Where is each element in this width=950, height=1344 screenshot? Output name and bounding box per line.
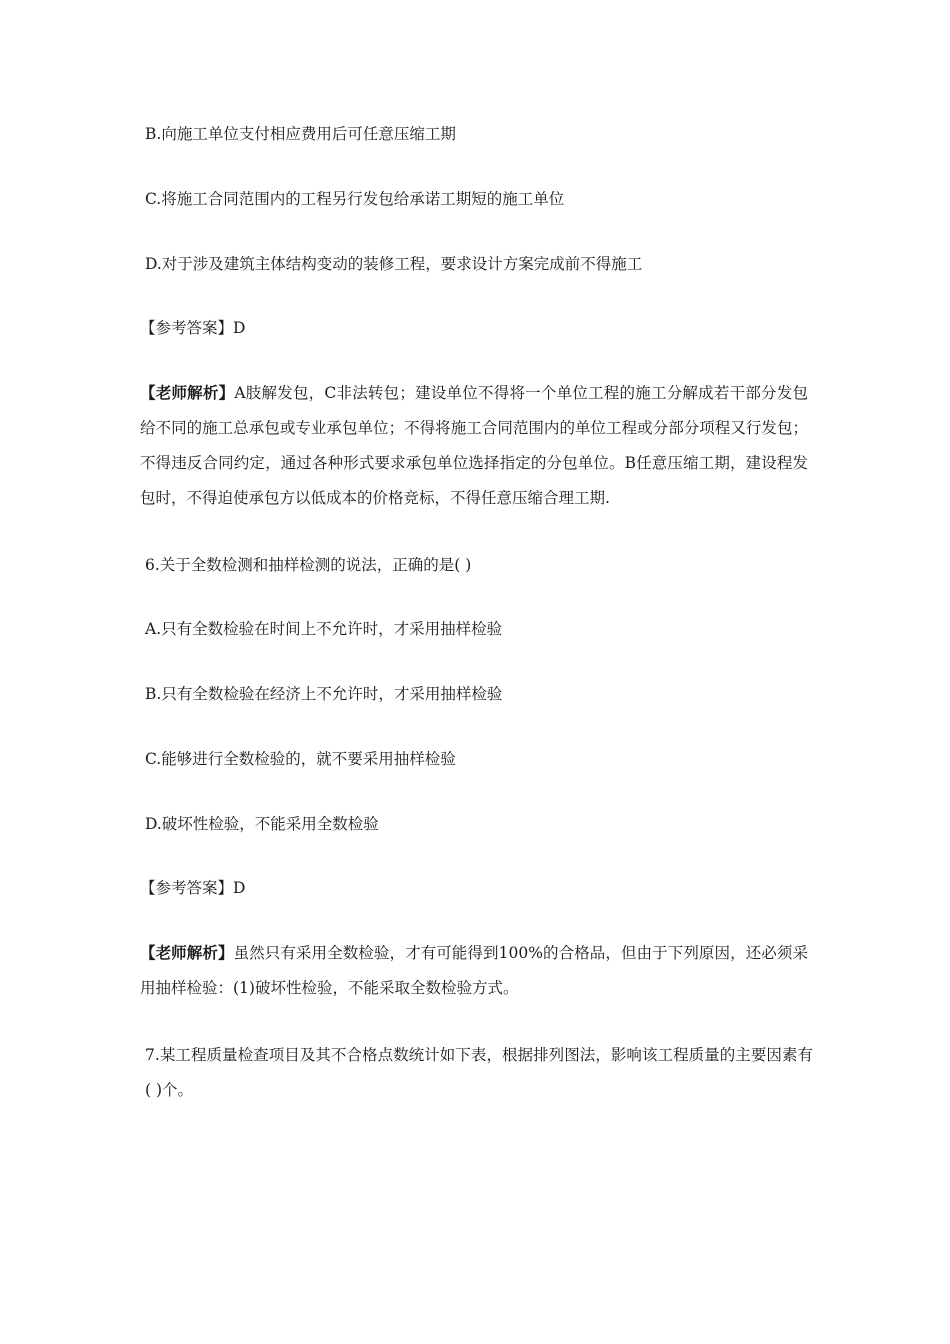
q5-answer: 【参考答案】D xyxy=(140,319,246,337)
q5-analysis xyxy=(140,375,808,516)
q6-option-a: A.只有全数检验在时间上不允许时，才采用抽样检验 xyxy=(145,620,503,638)
q5-option-c: C.将施工合同范围内的工程另行发包给承诺工期短的施工单位 xyxy=(145,190,565,208)
q5-option-b: B.向施工单位支付相应费用后可任意压缩工期 xyxy=(145,125,456,143)
q6-analysis xyxy=(140,935,808,1006)
analysis-label: 【老师解析】 xyxy=(140,383,235,402)
q5-option-d: D.对于涉及建筑主体结构变动的装修工程，要求设计方案完成前不得施工 xyxy=(145,255,643,273)
q7-question: 7.某工程质量检查项目及其不合格点数统计如下表，根据排列图法，影响该工程质量的主要因素有( )个。 xyxy=(145,1046,813,1099)
analysis-label: 【老师解析】 xyxy=(140,943,234,962)
q6-question: 6.关于全数检测和抽样检测的说法，正确的是( ) xyxy=(145,556,472,574)
q6-answer: 【参考答案】D xyxy=(140,879,246,897)
q6-option-c: C.能够进行全数检验的，就不要采用抽样检验 xyxy=(145,750,456,768)
q6-option-b: B.只有全数检验在经济上不允许时，才采用抽样检验 xyxy=(145,685,503,703)
q6-option-d: D.破坏性检验，不能采用全数检验 xyxy=(145,815,379,833)
analysis-text: A肢解发包，C非法转包；建设单位不得将一个单位工程的施工分解成若干部分发包给不同的施工总承包或专业承包单位；不得将施工合同范围内的单位工程或分部分项程又行发包；不得违反合同约定，通过各种形式要求承包单位选择指定的分包单位。B任意压缩工期，建设程发包时，不得迫使承包方以低成本的价格竞标，不得任意压缩合理工期. xyxy=(140,384,808,507)
analysis-text: 虽然只有采用全数检验，才有可能得到100%的合格品，但由于下列原因，还必须采用抽样检验：(1)破坏性检验，不能采取全数检验方式。 xyxy=(140,944,808,997)
